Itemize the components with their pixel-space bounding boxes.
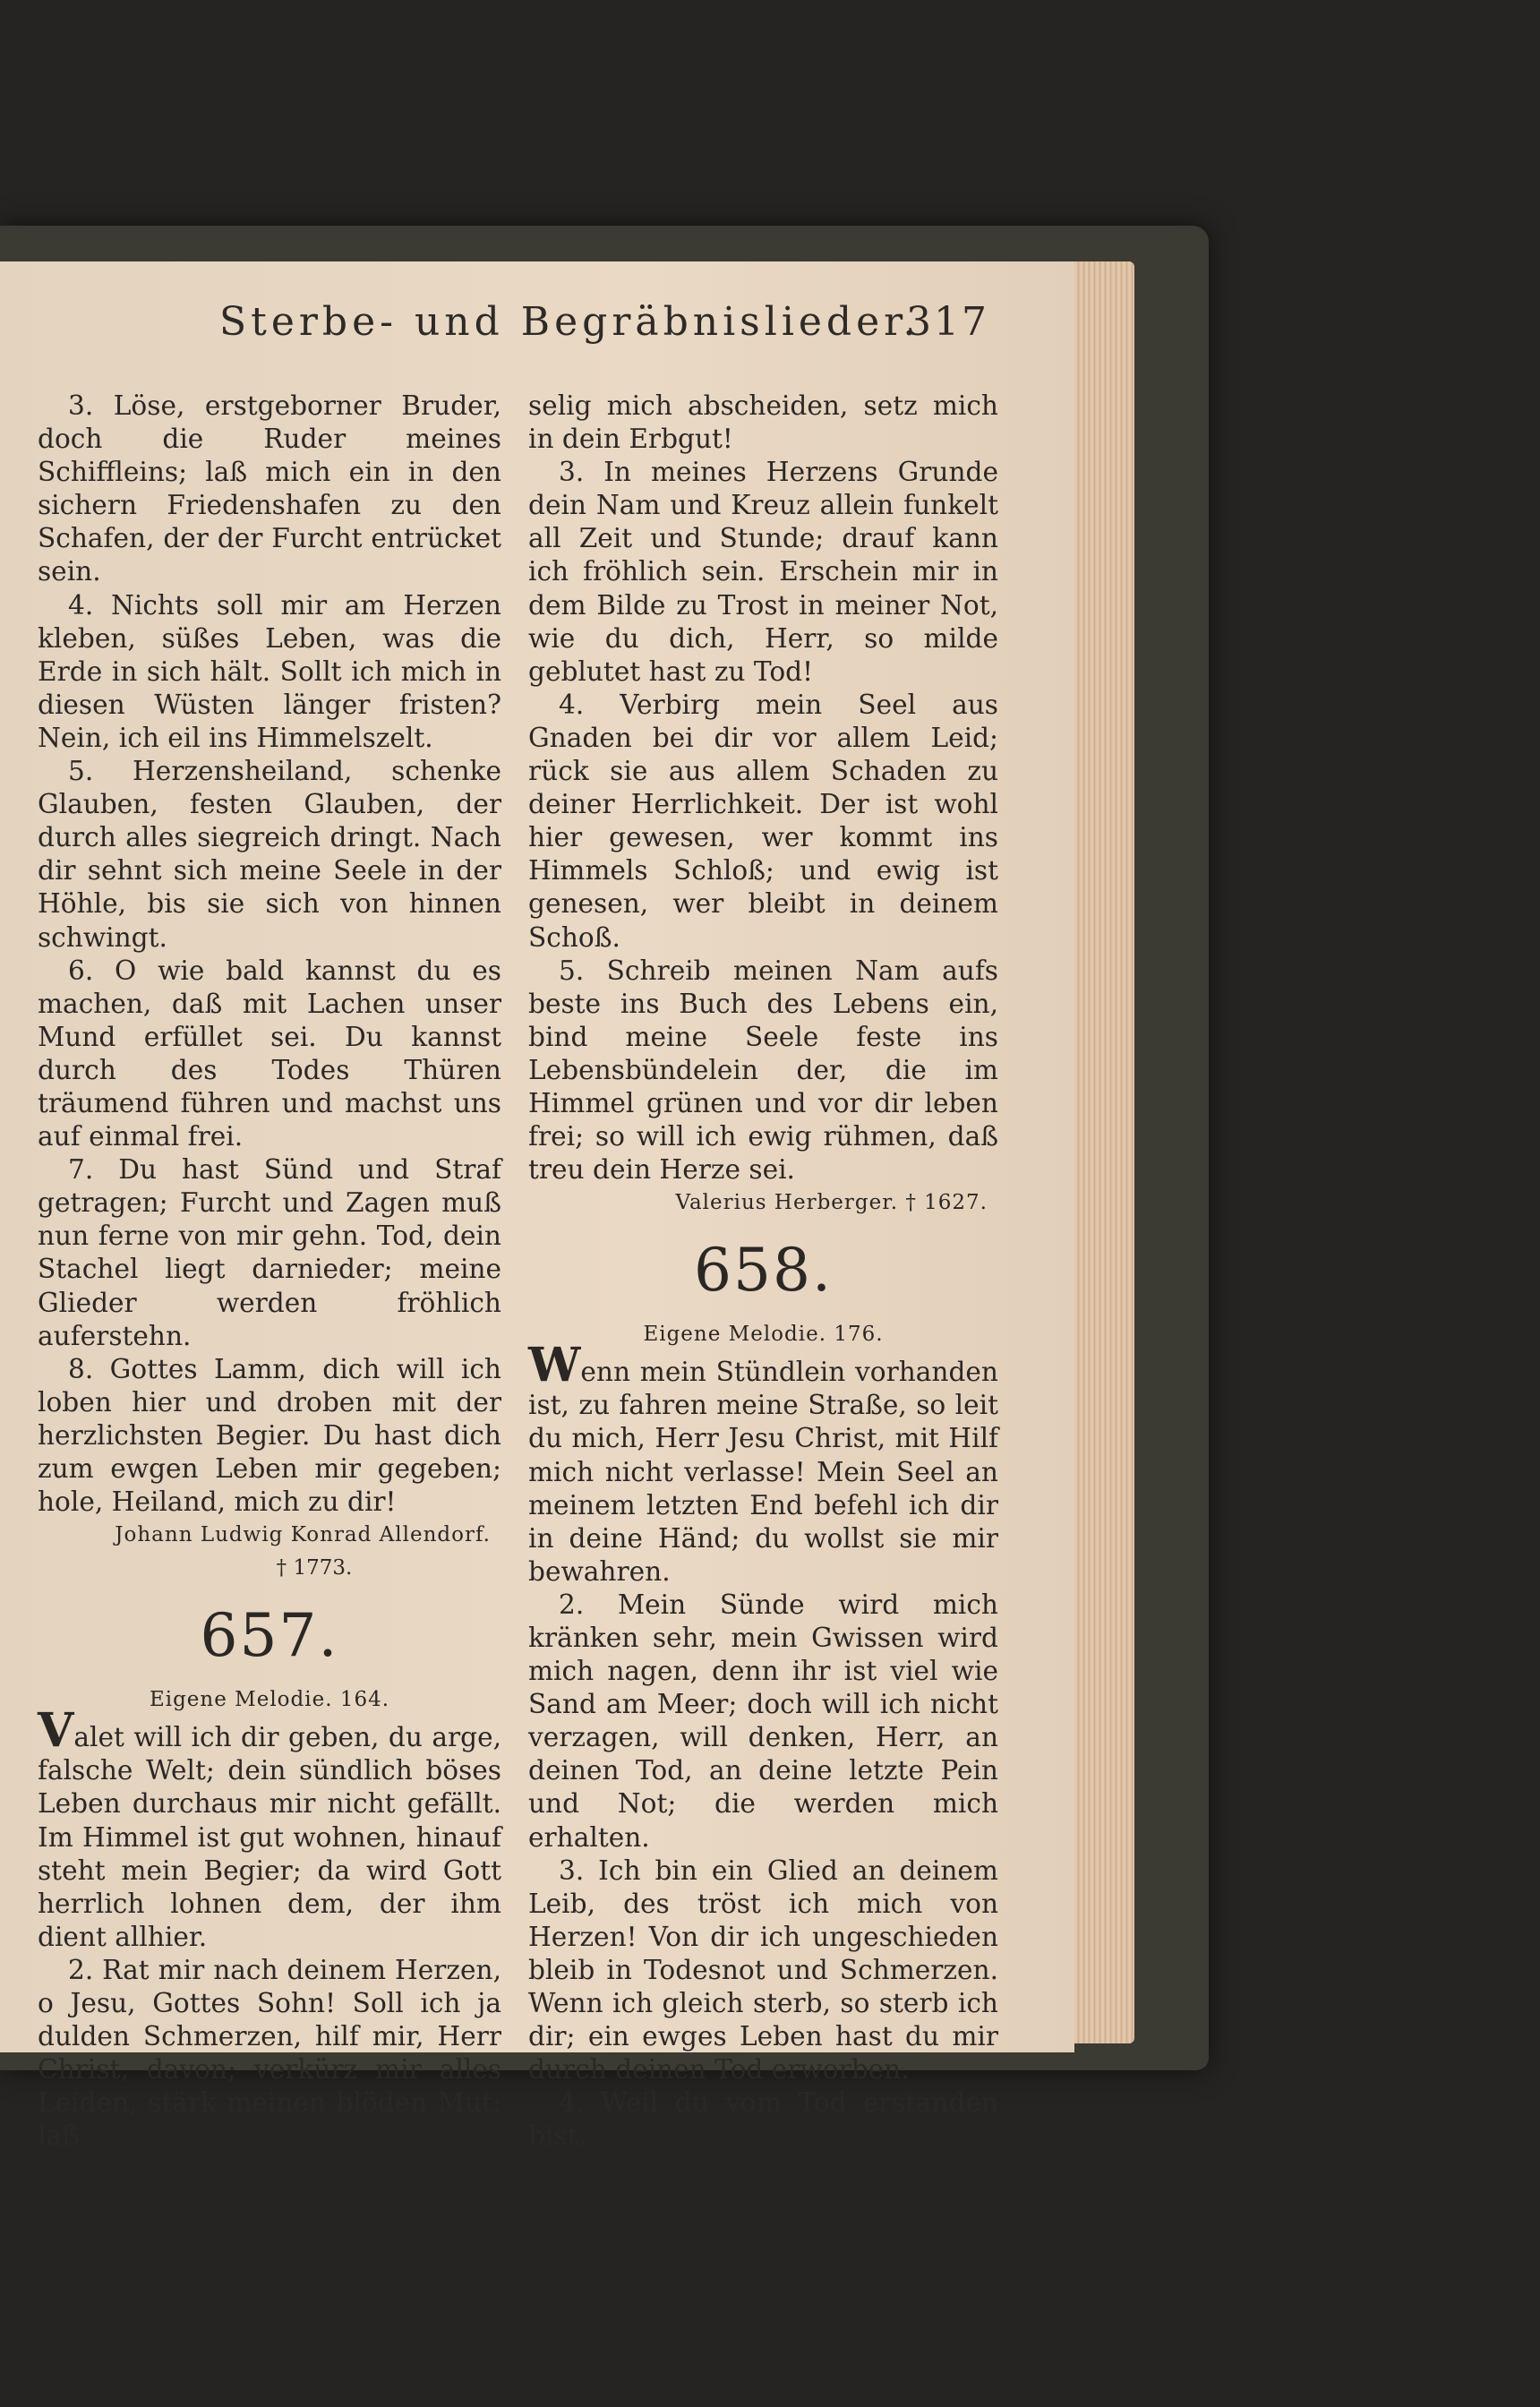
first-stanza xyxy=(528,1338,998,1589)
stanza: 3. In meines Herzens Grunde dein Nam und Kreuz allein funkelt all Zeit und Stunde; drauf kann ich fröhlich sein. Erschein mir in dem Bilde zu Trost in meiner Not, wie du dich, Herr, so milde geblutet hast zu Tod! xyxy=(528,457,998,687)
hymn-number: 657. xyxy=(200,1601,339,1671)
stanza: 3. Ich bin ein Glied an deinem Leib, des tröst ich mich von Herzen! Von dir ich ungeschieden bleib in Todesnot und Schmerzen. Wenn ich gleich sterb, so sterb ich dir; ein ewges Leben hast du mir durch deinen Tod erworben. xyxy=(528,1855,998,2086)
stanza: 6. O wie bald kannst du es machen, daß mit Lachen unser Mund erfüllet sei. Du kannst durch des Todes Thüren träumend führen und machst uns auf einmal frei. xyxy=(38,955,501,1152)
author-credit: Johann Ludwig Konrad Allendorf. xyxy=(115,1523,491,1547)
melody-note: Eigene Melodie. 176. xyxy=(643,1323,884,1347)
author-year: † 1773. xyxy=(276,1556,353,1580)
stanza: 2. Mein Sünde wird mich kränken sehr, mein Gwissen wird mich nagen, denn ihr ist viel wie Sand am Meer; doch will ich nicht verzagen, will denken, Herr, an deinen Tod, an deine letzte Pein und Not; die werden mich erhalten. xyxy=(528,1589,998,1853)
stanza: 8. Gottes Lamm, dich will ich loben hier und droben mit der herzlichsten Begier. Du hast dich zum ewgen Leben mir gegeben; hole, Heiland, mich zu dir! xyxy=(38,1353,501,1518)
hymn-number: 658. xyxy=(694,1236,833,1306)
stanza-continuation: selig mich abscheiden, setz mich in dein Erbgut! xyxy=(528,390,998,455)
first-stanza xyxy=(38,1703,501,1954)
page-header xyxy=(219,299,1007,353)
stanza: 3. Löse, erstgeborner Bruder, doch die Ruder meines Schiffleins; laß mich ein in den sichern Friedenshafen zu den Schafen, der der Furcht entrücket sein. xyxy=(38,390,501,587)
author-credit: Valerius Herberger. † 1627. xyxy=(675,1191,988,1215)
stanza: 4. Weil du vom Tod erstanden bist, xyxy=(528,2087,998,2152)
right-column xyxy=(528,390,998,2154)
first-stanza-text: enn mein Stündlein vorhanden ist, zu fahren meine Straße, so leit du mich, Herr Jesu Christ, mit Hilf mich nicht verlasse! Mein Seel an meinem letzten End befehl ich dir in deine Händ; du wollst sie mir bewahren. xyxy=(528,1357,998,1587)
stanza: 5. Schreib meinen Nam aufs beste ins Buch des Lebens ein, bind meine Seele feste ins Lebensbündelein der, die im Himmel grünen und vor dir leben frei; so will ich ewig rühmen, daß treu dein Herze sei. xyxy=(528,955,998,1186)
page-number: 317 xyxy=(906,299,989,345)
stanza: 4. Nichts soll mir am Herzen kleben, süßes Leben, was die Erde in sich hält. Sollt ich mich in diesen Wüsten länger fristen? Nein, ich eil ins Himmelszelt. xyxy=(38,589,501,753)
stanza: 7. Du hast Sünd und Straf getragen; Furcht und Zagen muß nun ferne von mir gehn. Tod, dein Stachel liegt darnieder; meine Glieder werden fröhlich auferstehn. xyxy=(38,1154,501,1351)
running-title: Sterbe- und Begräbnislieder. xyxy=(219,299,920,345)
book-page xyxy=(0,261,1074,2152)
stanza: 2. Rat mir nach deinem Herzen, o Jesu, Gottes Sohn! Soll ich ja dulden Schmerzen, hilf mir, Herr Christ, davon; verkürz mir alles Leiden, stärk meinen blöden Mut; laß xyxy=(38,1954,501,2152)
drop-cap: V xyxy=(38,1703,74,1759)
stanza: 4. Verbirg mein Seel aus Gnaden bei dir vor allem Leid; rück sie aus allem Schaden zu deiner Herrlichkeit. Der ist wohl hier gewesen, wer kommt ins Himmels Schloß; und ewig ist genesen, wer bleibt in deinem Schoß. xyxy=(528,689,998,953)
melody-note: Eigene Melodie. 164. xyxy=(149,1688,390,1712)
drop-cap: W xyxy=(528,1338,581,1393)
left-column xyxy=(38,390,501,2154)
stanza: 5. Herzensheiland, schenke Glauben, festen Glauben, der durch alles siegreich dringt. Nach dir sehnt sich meine Seele in der Höhle, bis sie sich von hinnen schwingt. xyxy=(38,756,501,953)
first-stanza-text: alet will ich dir geben, du arge, falsche Welt; dein sündlich böses Leben durchaus mir nicht gefällt. Im Himmel ist gut wohnen, hinauf steht mein Begier; da wird Gott herrlich lohnen dem, der ihm dient allhier. xyxy=(38,1722,501,1952)
